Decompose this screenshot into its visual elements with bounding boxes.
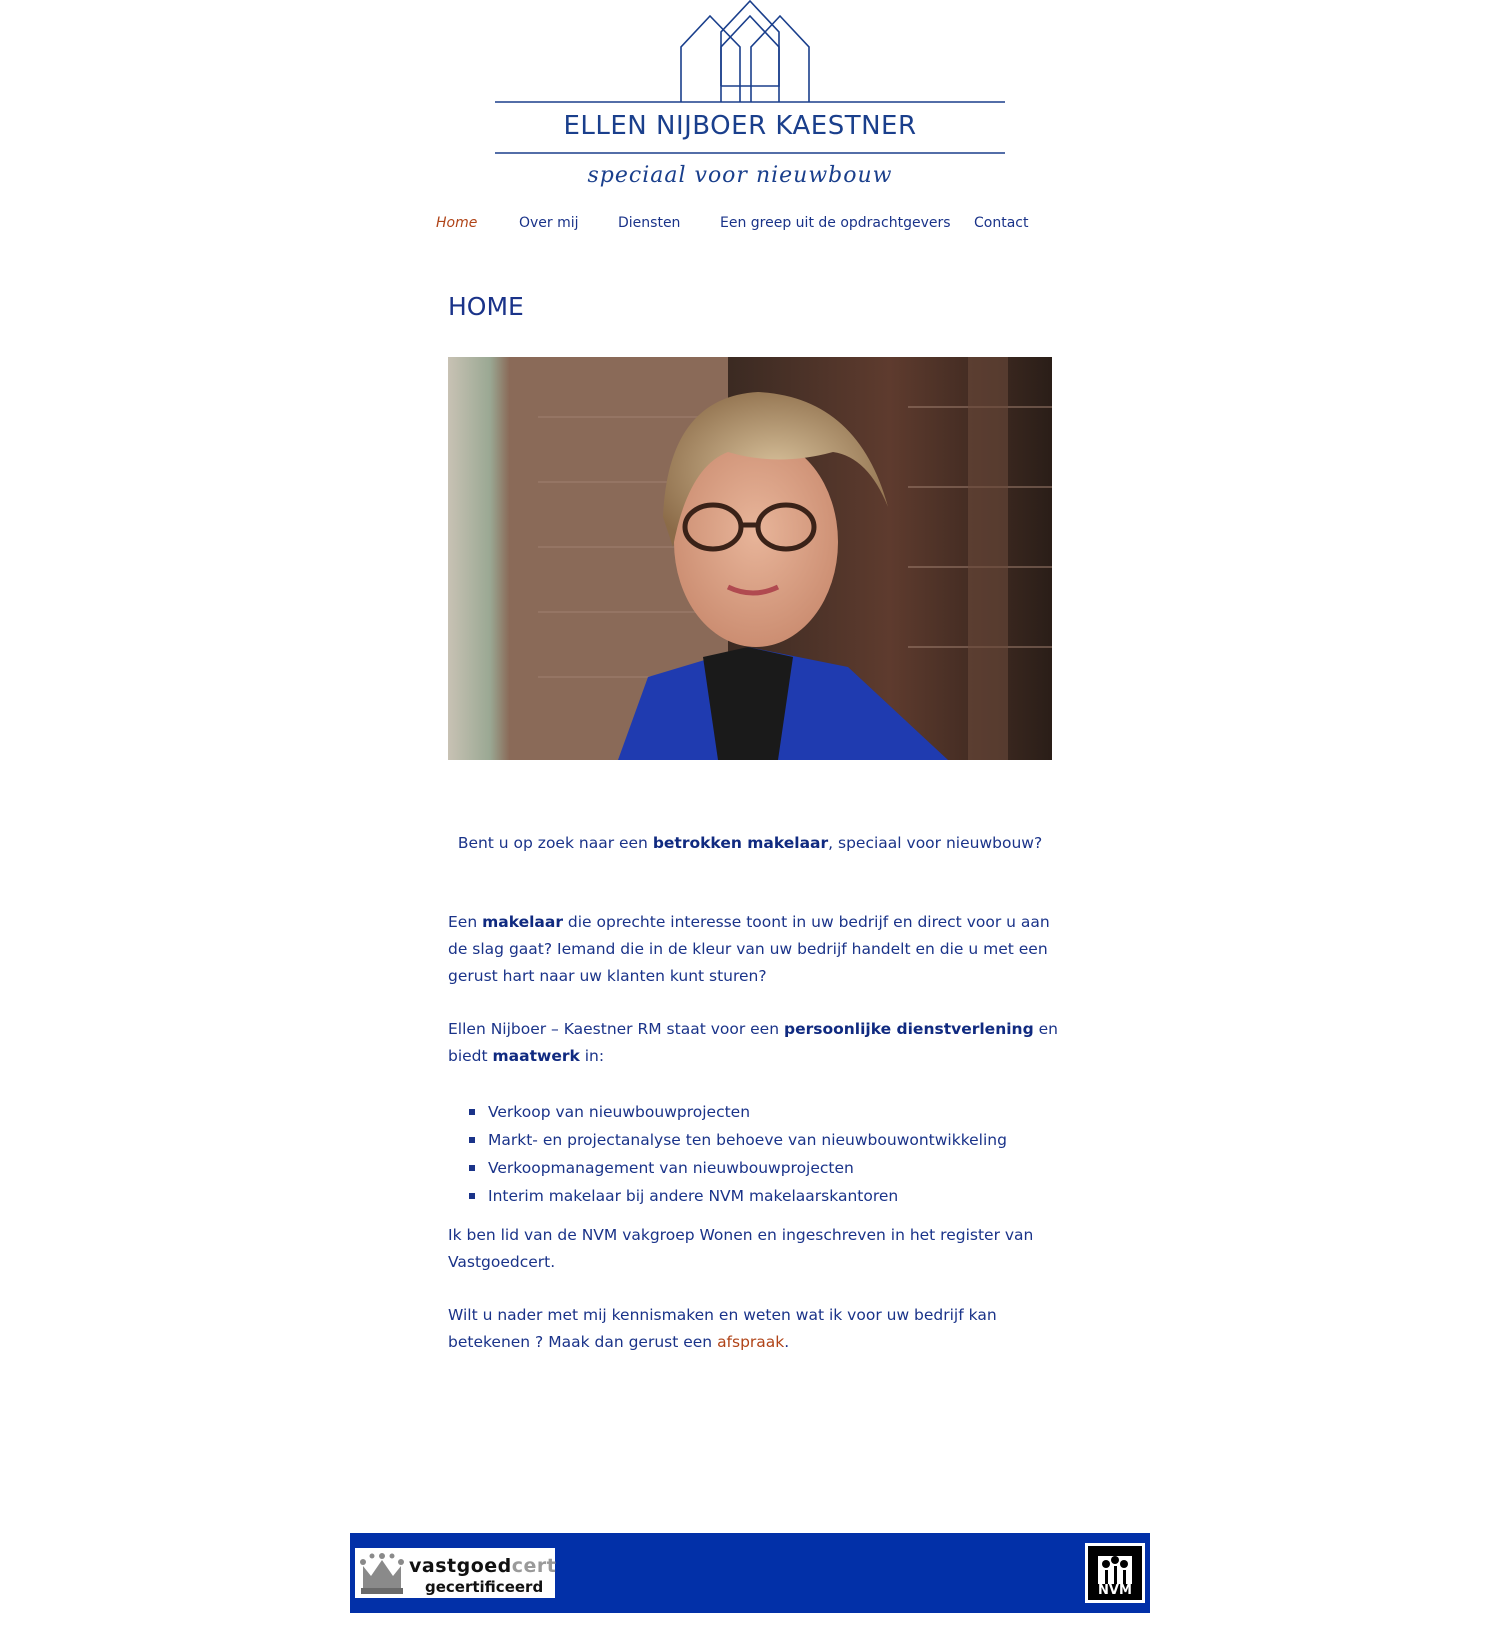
intro-text: Bent u op zoek naar een betrokken makelaar, speciaal voor nieuwbouw? [457, 834, 1043, 852]
logo-tagline: speciaal voor nieuwbouw [587, 163, 893, 188]
logo-name: ELLEN NIJBOER KAESTNER [563, 111, 917, 141]
vastgoedcert-wordmark: vastgoedcert [409, 1555, 557, 1577]
bullet-icon [469, 1109, 475, 1115]
nav-over-mij[interactable]: Over mij [519, 215, 579, 231]
nvm-logo-icon [1088, 1546, 1142, 1600]
vastgoedcert-subtitle: gecertificeerd [425, 1578, 544, 1596]
nav-diensten[interactable]: Diensten [618, 215, 681, 231]
bullet-icon [469, 1193, 475, 1199]
paragraph-afspraak: Wilt u nader met mij kennismaken en weten wat ik voor uw bedrijf kan betekenen ? Maak dan gerust een afspraak. [448, 1306, 997, 1351]
nvm-house-icon [1088, 1548, 1142, 1588]
list-item: Verkoopmanagement van nieuwbouwprojecten [448, 1154, 1007, 1182]
vastgoedcert-badge[interactable] [355, 1548, 555, 1598]
crown-icon [357, 1548, 407, 1598]
services-list [448, 1098, 1007, 1210]
afspraak-link[interactable]: afspraak [717, 1333, 785, 1351]
nvm-badge[interactable] [1085, 1543, 1145, 1603]
nvm-label: NVM [1098, 1583, 1132, 1598]
portrait-photo [448, 357, 1052, 760]
portrait-image-icon [448, 357, 1052, 760]
nav-home[interactable]: Home [436, 215, 478, 231]
bullet-icon [469, 1137, 475, 1143]
list-item: Interim makelaar bij andere NVM makelaarskantoren [448, 1182, 1007, 1210]
list-item: Markt- en projectanalyse ten behoeve van nieuwbouwontwikkeling [448, 1126, 1007, 1154]
nav-opdrachtgevers[interactable]: Een greep uit de opdrachtgevers [720, 215, 951, 231]
paragraph-dienstverlening: Ellen Nijboer – Kaestner RM staat voor een persoonlijke dienstverlening en biedt maatwerk in: [448, 1020, 1058, 1065]
page-title: HOME [448, 292, 524, 321]
main-nav [0, 215, 1485, 237]
site-logo[interactable] [480, 0, 1020, 200]
paragraph-nvm: Ik ben lid van de NVM vakgroep Wonen en ingeschreven in het register van Vastgoedcert. [448, 1226, 1034, 1271]
list-item: Verkoop van nieuwbouwprojecten [448, 1098, 1007, 1126]
footer [350, 1533, 1150, 1613]
paragraph-makelaar: Een makelaar die oprechte interesse toont in uw bedrijf en direct voor u aan de slag gaat? Iemand die in de kleur van uw bedrijf handelt en die u met een gerust hart naar uw klanten kunt sturen? [448, 913, 1050, 985]
nav-contact[interactable]: Contact [974, 215, 1029, 231]
bullet-icon [469, 1165, 475, 1171]
